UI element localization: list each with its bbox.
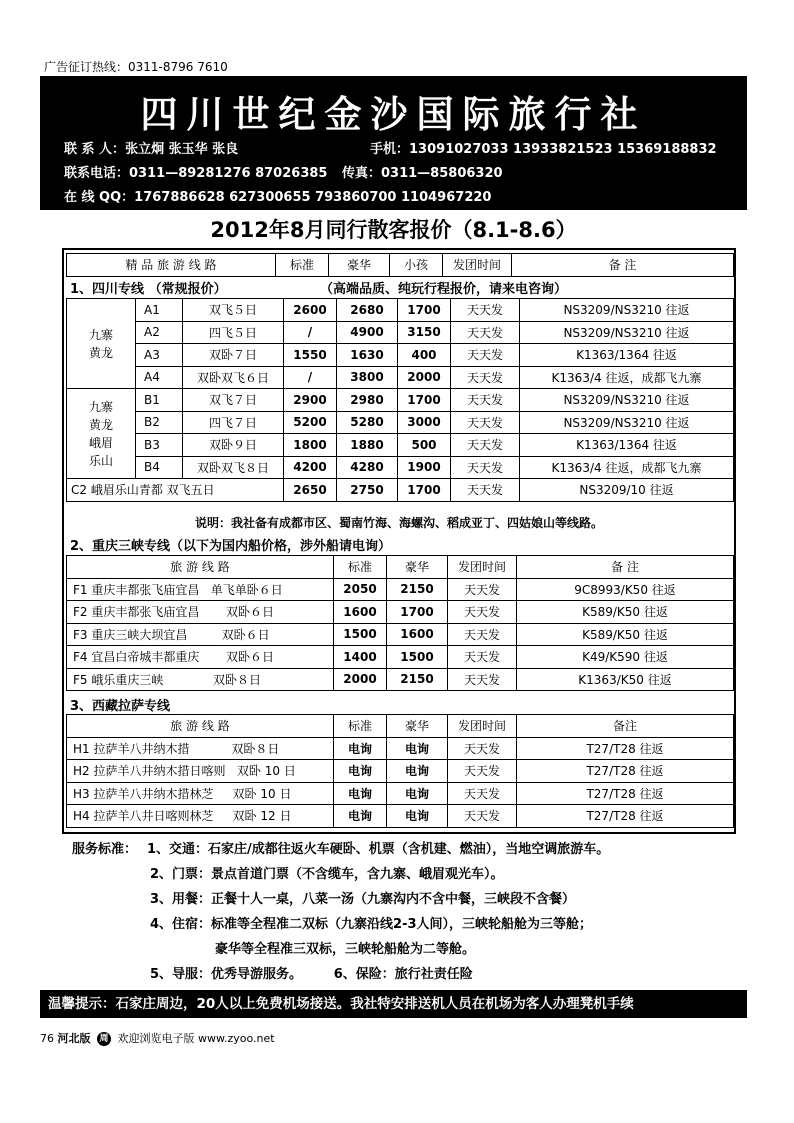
route-code: A1 xyxy=(136,299,183,322)
route-code: A3 xyxy=(136,344,183,367)
route-name: H3 拉萨羊八井纳木措林芝 双卧 10 日 xyxy=(67,782,334,805)
remark: 9C8993/K50 往返 xyxy=(517,578,734,601)
price-luxury: 4280 xyxy=(337,456,398,479)
route-name: C2 峨眉乐山青都 双飞五日 xyxy=(67,479,284,502)
col-luxury: 豪华 xyxy=(387,556,448,579)
departure: 天天发 xyxy=(448,601,517,624)
departure: 天天发 xyxy=(448,646,517,669)
col-child: 小孩 xyxy=(390,254,443,277)
price-luxury: 2150 xyxy=(387,578,448,601)
contacts-label: 联 系 人： xyxy=(64,142,126,157)
price-standard: 1600 xyxy=(334,601,387,624)
chongqing-section-title: 2、重庆三峡专线（以下为国内船价格，涉外船请电询） xyxy=(70,539,392,554)
col-remark: 备注 xyxy=(517,715,734,738)
col-luxury: 豪华 xyxy=(387,715,448,738)
edition-label: 河北版 xyxy=(57,1032,91,1045)
route-name: 四飞７日 xyxy=(183,411,284,434)
price-luxury: 电询 xyxy=(387,737,448,760)
service-item: 2、门票：景点首道门票（不含缆车，含九寨、峨眉观光车）。 xyxy=(150,867,504,882)
qq-numbers: 1767886628 627300655 793860700 1104967220 xyxy=(134,190,492,205)
col-departure: 发团时间 xyxy=(448,715,517,738)
sichuan-section-title: 1、四川专线 （常规报价） xyxy=(70,282,227,297)
price-standard: 2650 xyxy=(284,479,337,502)
price-standard: / xyxy=(284,366,337,389)
price-standard: 电询 xyxy=(334,782,387,805)
remark: NS3209/NS3210 往返 xyxy=(520,321,734,344)
remark: K1363/1364 往返 xyxy=(520,434,734,457)
price-luxury: 5280 xyxy=(337,411,398,434)
route-name: H1 拉萨羊八井纳木措 双卧８日 xyxy=(67,737,334,760)
price-luxury: 1880 xyxy=(337,434,398,457)
departure: 天天发 xyxy=(451,299,520,322)
table-row xyxy=(67,411,734,434)
remark: T27/T28 往返 xyxy=(517,782,734,805)
departure: 天天发 xyxy=(448,805,517,828)
table-row xyxy=(67,805,734,828)
phone-line xyxy=(64,162,503,181)
col-remark: 备 注 xyxy=(517,556,734,579)
service-item: 1、交通：石家庄/成都往返火车硬卧、机票（含机建、燃油），当地空调旅游车。 xyxy=(147,842,610,857)
route-code: B1 xyxy=(136,389,183,412)
mobile-label: 手机： xyxy=(370,142,410,157)
col-standard: 标准 xyxy=(334,556,387,579)
price-child: 400 xyxy=(398,344,451,367)
service-item: 5、导服：优秀导游服务。 6、保险：旅行社责任险 xyxy=(150,967,473,982)
remark: K1363/K50 往返 xyxy=(517,668,734,691)
table-row xyxy=(67,578,734,601)
price-luxury: 2680 xyxy=(337,299,398,322)
price-luxury: 电询 xyxy=(387,782,448,805)
table-row xyxy=(67,344,734,367)
route-name: 双飞７日 xyxy=(183,389,284,412)
remark: K589/K50 往返 xyxy=(517,623,734,646)
departure: 天天发 xyxy=(448,668,517,691)
remark: NS3209/10 往返 xyxy=(520,479,734,502)
price-child: 3150 xyxy=(398,321,451,344)
contacts-line xyxy=(64,138,238,157)
table-row xyxy=(67,782,734,805)
price-standard: 2000 xyxy=(334,668,387,691)
website-link[interactable]: 欢迎浏览电子版 www.zyoo.net xyxy=(117,1032,275,1045)
remark: T27/T28 往返 xyxy=(517,805,734,828)
price-child: 1700 xyxy=(398,299,451,322)
route-code: B4 xyxy=(136,456,183,479)
col-luxury: 豪华 xyxy=(329,254,390,277)
price-standard: 1550 xyxy=(284,344,337,367)
departure: 天天发 xyxy=(448,782,517,805)
col-remark: 备 注 xyxy=(512,254,734,277)
departure: 天天发 xyxy=(451,434,520,457)
departure: 天天发 xyxy=(448,578,517,601)
price-luxury: 电询 xyxy=(387,760,448,783)
departure: 天天发 xyxy=(451,366,520,389)
remark: K589/K50 往返 xyxy=(517,601,734,624)
price-child: 1700 xyxy=(398,389,451,412)
remark: K49/K590 往返 xyxy=(517,646,734,669)
region-cell: 九寨 黄龙 xyxy=(67,299,136,389)
price-child: 1700 xyxy=(398,479,451,502)
service-label: 服务标准： xyxy=(72,842,138,857)
remark: NS3209/NS3210 往返 xyxy=(520,389,734,412)
departure: 天天发 xyxy=(448,623,517,646)
table-header-row xyxy=(67,556,734,579)
price-standard: 1400 xyxy=(334,646,387,669)
departure: 天天发 xyxy=(451,479,520,502)
route-name: 双飞５日 xyxy=(183,299,284,322)
zhou-logo-icon: 周 xyxy=(97,1032,111,1046)
sichuan-section-note: （高端品质、纯玩行程报价，请来电咨询） xyxy=(320,282,568,297)
price-standard: 电询 xyxy=(334,805,387,828)
tibet-table xyxy=(66,714,734,828)
price-luxury: 1700 xyxy=(387,601,448,624)
table-row xyxy=(67,623,734,646)
warm-tip-banner: 温馨提示：石家庄周边，20人以上免费机场接送。我社特安排送机人员在机场为客人办理凳机手续 xyxy=(40,990,747,1018)
route-name: H4 拉萨羊八井日喀则林芝 双卧 12 日 xyxy=(67,805,334,828)
page-number: 76 xyxy=(40,1032,54,1045)
price-standard: 5200 xyxy=(284,411,337,434)
price-child: 1900 xyxy=(398,456,451,479)
price-standard: 1500 xyxy=(334,623,387,646)
price-child: 3000 xyxy=(398,411,451,434)
price-standard: 1800 xyxy=(284,434,337,457)
mobile-line xyxy=(370,138,717,157)
service-item: 豪华等全程准三双标，三峡轮船舱为二等舱。 xyxy=(215,942,476,957)
price-luxury: 电询 xyxy=(387,805,448,828)
col-departure: 发团时间 xyxy=(443,254,512,277)
route-name: H2 拉萨羊八井纳木措日喀则 双卧 10 日 xyxy=(67,760,334,783)
table-row xyxy=(67,456,734,479)
company-name: 四川世纪金沙国际旅行社 xyxy=(140,92,647,136)
price-luxury: 4900 xyxy=(337,321,398,344)
remark: NS3209/NS3210 往返 xyxy=(520,411,734,434)
price-luxury: 1600 xyxy=(387,623,448,646)
price-luxury: 2150 xyxy=(387,668,448,691)
route-name: F4 宜昌白帝城丰都重庆 双卧６日 xyxy=(67,646,334,669)
route-name: 双卧７日 xyxy=(183,344,284,367)
table-row xyxy=(67,668,734,691)
departure: 天天发 xyxy=(451,389,520,412)
remark: K1363/4 往返，成都飞九寨 xyxy=(520,366,734,389)
departure: 天天发 xyxy=(451,456,520,479)
remark: NS3209/NS3210 往返 xyxy=(520,299,734,322)
remark: K1363/1364 往返 xyxy=(520,344,734,367)
route-name: F5 峨乐重庆三峡 双卧８日 xyxy=(67,668,334,691)
route-name: F1 重庆丰都张飞庙宜昌 单飞单卧６日 xyxy=(67,578,334,601)
table-row xyxy=(67,760,734,783)
remark: T27/T28 往返 xyxy=(517,737,734,760)
table-row xyxy=(67,434,734,457)
agency-header xyxy=(40,76,747,210)
chongqing-table xyxy=(66,555,734,691)
price-luxury: 1630 xyxy=(337,344,398,367)
col-departure: 发团时间 xyxy=(448,556,517,579)
route-code: A2 xyxy=(136,321,183,344)
departure: 天天发 xyxy=(448,760,517,783)
table-row xyxy=(67,737,734,760)
remark: T27/T28 往返 xyxy=(517,760,734,783)
table-row xyxy=(67,321,734,344)
route-name: 四飞５日 xyxy=(183,321,284,344)
price-standard: 2600 xyxy=(284,299,337,322)
table-row xyxy=(67,389,734,412)
departure: 天天发 xyxy=(451,321,520,344)
mobiles: 13091027033 13933821523 15369188832 xyxy=(409,142,717,157)
route-code: B3 xyxy=(136,434,183,457)
route-name: 双卧双飞６日 xyxy=(183,366,284,389)
qq-line xyxy=(64,186,491,205)
remark: K1363/4 往返，成都飞九寨 xyxy=(520,456,734,479)
price-child: 2000 xyxy=(398,366,451,389)
table-row xyxy=(67,299,734,322)
price-standard: 4200 xyxy=(284,456,337,479)
route-name: F2 重庆丰都张飞庙宜昌 双卧６日 xyxy=(67,601,334,624)
contacts: 张立炯 张玉华 张良 xyxy=(125,142,239,157)
sichuan-header-table xyxy=(66,253,734,277)
col-standard: 标准 xyxy=(276,254,329,277)
route-code: B2 xyxy=(136,411,183,434)
departure: 天天发 xyxy=(451,344,520,367)
route-name: F3 重庆三峡大坝宜昌 双卧６日 xyxy=(67,623,334,646)
price-standard: 电询 xyxy=(334,737,387,760)
table-row xyxy=(67,601,734,624)
col-standard: 标准 xyxy=(334,715,387,738)
ad-hotline: 广告征订热线：0311-8796 7610 xyxy=(44,60,228,74)
price-list-title: 2012年8月同行散客报价（8.1-8.6） xyxy=(210,218,577,242)
fax-label: 传真： xyxy=(341,166,381,181)
service-item: 4、住宿：标准等全程准二双标（九寨沿线2-3人间），三峡轮船舱为三等舱； xyxy=(150,917,593,932)
col-route: 旅 游 线 路 xyxy=(67,715,334,738)
route-name: 双卧９日 xyxy=(183,434,284,457)
sichuan-remark: 说明：我社备有成都市区、蜀南竹海、海螺沟、稻成亚丁、四姑娘山等线路。 xyxy=(194,516,603,530)
price-standard: 2900 xyxy=(284,389,337,412)
tibet-section-title: 3、西藏拉萨专线 xyxy=(70,699,171,714)
price-luxury: 3800 xyxy=(337,366,398,389)
col-route: 精 品 旅 游 线 路 xyxy=(67,254,276,277)
price-luxury: 2750 xyxy=(337,479,398,502)
phone-label: 联系电话： xyxy=(64,166,130,181)
price-luxury: 1500 xyxy=(387,646,448,669)
table-header-row xyxy=(67,715,734,738)
region-cell: 九寨 黄龙 峨眉 乐山 xyxy=(67,389,136,479)
route-code: A4 xyxy=(136,366,183,389)
col-route: 旅 游 线 路 xyxy=(67,556,334,579)
price-standard: 2050 xyxy=(334,578,387,601)
route-name: 双卧双飞８日 xyxy=(183,456,284,479)
table-row xyxy=(67,479,734,502)
price-standard: / xyxy=(284,321,337,344)
table-row xyxy=(67,366,734,389)
departure: 天天发 xyxy=(448,737,517,760)
page-footer xyxy=(40,1030,275,1046)
departure: 天天发 xyxy=(451,411,520,434)
price-standard: 电询 xyxy=(334,760,387,783)
fax: 0311—85806320 xyxy=(381,166,503,181)
qq-label: 在 线 QQ： xyxy=(64,190,135,205)
table-row xyxy=(67,646,734,669)
phones: 0311—89281276 87026385 xyxy=(129,166,328,181)
service-item: 3、用餐：正餐十人一桌，八菜一汤（九寨沟内不含中餐，三峡段不含餐） xyxy=(150,892,576,907)
sichuan-table xyxy=(66,298,734,502)
price-luxury: 2980 xyxy=(337,389,398,412)
price-child: 500 xyxy=(398,434,451,457)
